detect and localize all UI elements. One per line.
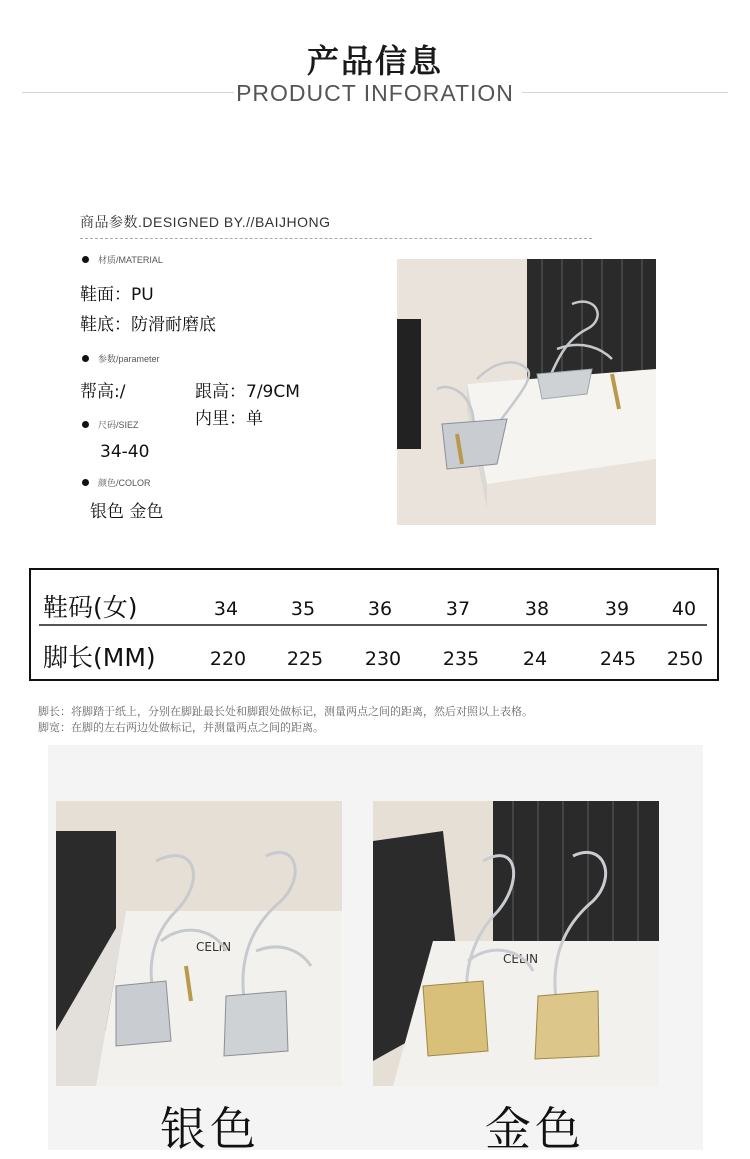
size-heading-text: 尺码/SIEZ: [98, 420, 139, 430]
color-heading: [82, 476, 151, 489]
page-title: 产品信息: [306, 42, 443, 80]
dashed-divider: [80, 238, 592, 239]
color-options: 银色 金色: [90, 502, 164, 522]
size-heading: [82, 418, 139, 431]
product-photo-main: [397, 259, 656, 525]
foot-width-note: 脚宽：在脚的左右两边处做标记，并测量两点之间的距离。: [38, 721, 324, 734]
color-heading-text: 颜色/COLOR: [98, 478, 151, 488]
size-range: 34-40: [100, 442, 150, 462]
length-cell: 245: [599, 648, 637, 670]
silver-sandal-illustration: [56, 801, 342, 1086]
length-cell: 230: [364, 648, 402, 670]
upper-spec: 鞋面：PU: [80, 285, 154, 305]
size-cell: 40: [671, 598, 697, 620]
box-brand-text: CELIN: [503, 952, 539, 966]
size-cell: 34: [213, 598, 239, 620]
sandals-illustration: [397, 259, 656, 525]
material-heading-text: 材质/MATERIAL: [98, 255, 163, 265]
designed-by-line: 商品参数.DESIGNED BY.//BAIJHONG: [80, 214, 331, 230]
length-cell: 24: [522, 648, 548, 670]
bullet-icon: [82, 421, 89, 428]
size-cell: 35: [290, 598, 316, 620]
length-cell: 250: [666, 648, 704, 670]
size-row-label: 鞋码(女): [43, 593, 138, 622]
length-cell: 225: [286, 648, 324, 670]
bullet-icon: [82, 256, 89, 263]
gold-label: 金色: [485, 1102, 585, 1156]
page-subtitle: PRODUCT INFORATION: [236, 80, 514, 106]
gold-sandal-illustration: [373, 801, 659, 1086]
size-cell: 36: [367, 598, 393, 620]
heel-height-spec: 跟高：7/9CM: [195, 382, 300, 402]
parameter-heading-text: 参数/parameter: [98, 354, 160, 364]
length-row-label: 脚长(MM): [43, 643, 156, 672]
shaft-height-spec: 帮高:/: [80, 382, 126, 402]
size-cell: 37: [445, 598, 471, 620]
parameter-heading: [82, 352, 160, 365]
bullet-icon: [82, 479, 89, 486]
foot-length-note: 脚长：将脚踏于纸上，分别在脚趾最长处和脚跟处做标记，测量两点之间的距离，然后对照以上表格。: [38, 705, 533, 718]
length-cell: 220: [209, 648, 247, 670]
size-table-divider: [39, 624, 707, 626]
bullet-icon: [82, 355, 89, 362]
size-cell: 38: [524, 598, 550, 620]
material-heading: [82, 253, 163, 266]
lining-spec: 内里：单: [195, 409, 263, 429]
size-cell: 39: [604, 598, 630, 620]
gold-variant-photo: [373, 801, 659, 1086]
box-brand-text: CELIN: [196, 940, 232, 954]
sole-spec: 鞋底：防滑耐磨底: [80, 315, 216, 335]
silver-variant-photo: [56, 801, 342, 1086]
silver-label: 银色: [160, 1102, 260, 1156]
length-cell: 235: [442, 648, 480, 670]
